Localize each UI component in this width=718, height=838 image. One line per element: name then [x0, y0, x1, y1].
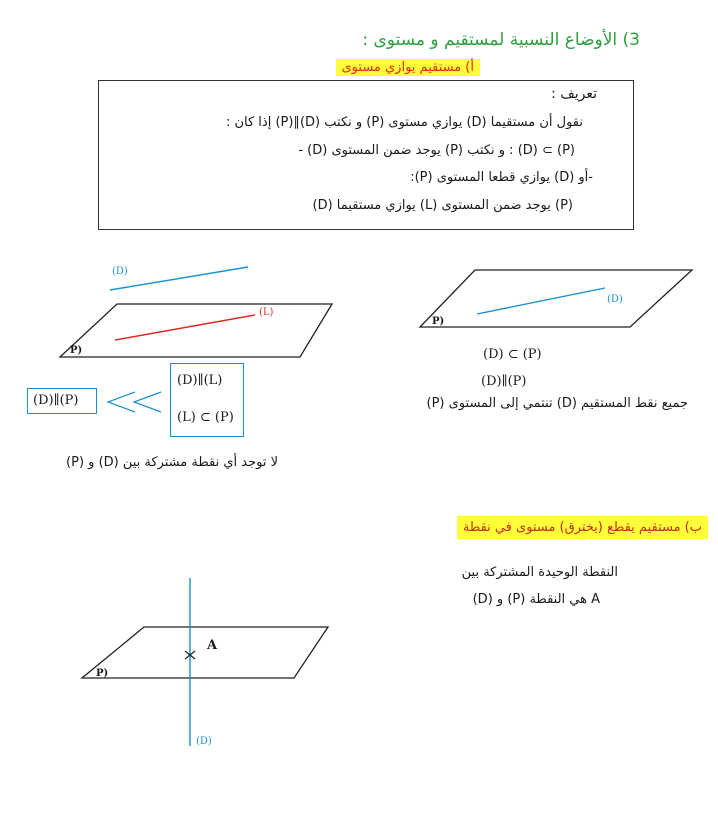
subsection-b-title	[457, 520, 708, 535]
bottom-label-d: (D)	[196, 736, 212, 747]
left-line-l	[115, 315, 255, 340]
condition-box	[170, 363, 244, 437]
definition-label: تعريف :	[551, 86, 597, 102]
definition-line-1: نقول أن مستقيما (D) يوازي مستوى (P) و نكتب (D)∥(P) إذا كان :	[225, 115, 583, 130]
left-label-l: (L)	[259, 307, 274, 318]
right-line-d	[477, 288, 605, 314]
condition-included: (L) ⊂ (P)	[177, 410, 234, 425]
subsection-a-highlight: أ) مستقيم يوازي مستوى	[336, 59, 481, 76]
right-label-d: (D)	[607, 294, 623, 305]
definition-line-3: -أو (D) يوازي قطعا المستوى (P):	[410, 170, 593, 185]
right-label-plane: P)	[432, 316, 445, 327]
bottom-plane	[82, 627, 328, 678]
left-label-d: (D)	[112, 266, 128, 277]
left-label-plane: P)	[70, 345, 83, 356]
point-a-label: A	[207, 638, 218, 653]
left-caption: لا توجد أي نقطة مشتركة بين (D) و (P)	[66, 455, 278, 470]
double-arrow-icon-part1	[108, 392, 135, 412]
result-box	[27, 388, 97, 414]
double-arrow-icon-part2	[134, 392, 161, 412]
right-relation-included: (D) ⊂ (P)	[483, 347, 542, 362]
definition-line-2: - (D) يوجد ضمن المستوى (P) و نكتب : (D) ⊂ (P)	[298, 143, 575, 158]
left-line-d	[110, 267, 248, 290]
result-parallel: (D)∥(P)	[33, 393, 79, 408]
bottom-label-plane: P)	[96, 668, 109, 679]
left-plane	[60, 304, 332, 357]
section-b-text-2: (D) و (P) هي النقطة A	[472, 592, 600, 607]
section-heading: 3) الأوضاع النسبية لمستقيم و مستوى :	[362, 30, 640, 50]
definition-line-4: (D) يوازي مستقيما (L) يوجد ضمن المستوى (P)	[312, 198, 573, 213]
subsection-b-highlight: ب) مستقيم يقطع (يخترق) مستوى في نقطة	[457, 516, 708, 539]
section-b-text-1: النقطة الوحيدة المشتركة بين	[461, 565, 618, 580]
right-relation-parallel: (D)∥(P)	[481, 374, 527, 389]
right-caption: جميع نقط المستقيم (D) تنتمي إلى المستوى (P)	[426, 396, 688, 411]
condition-parallel: (D)∥(L)	[177, 373, 223, 388]
